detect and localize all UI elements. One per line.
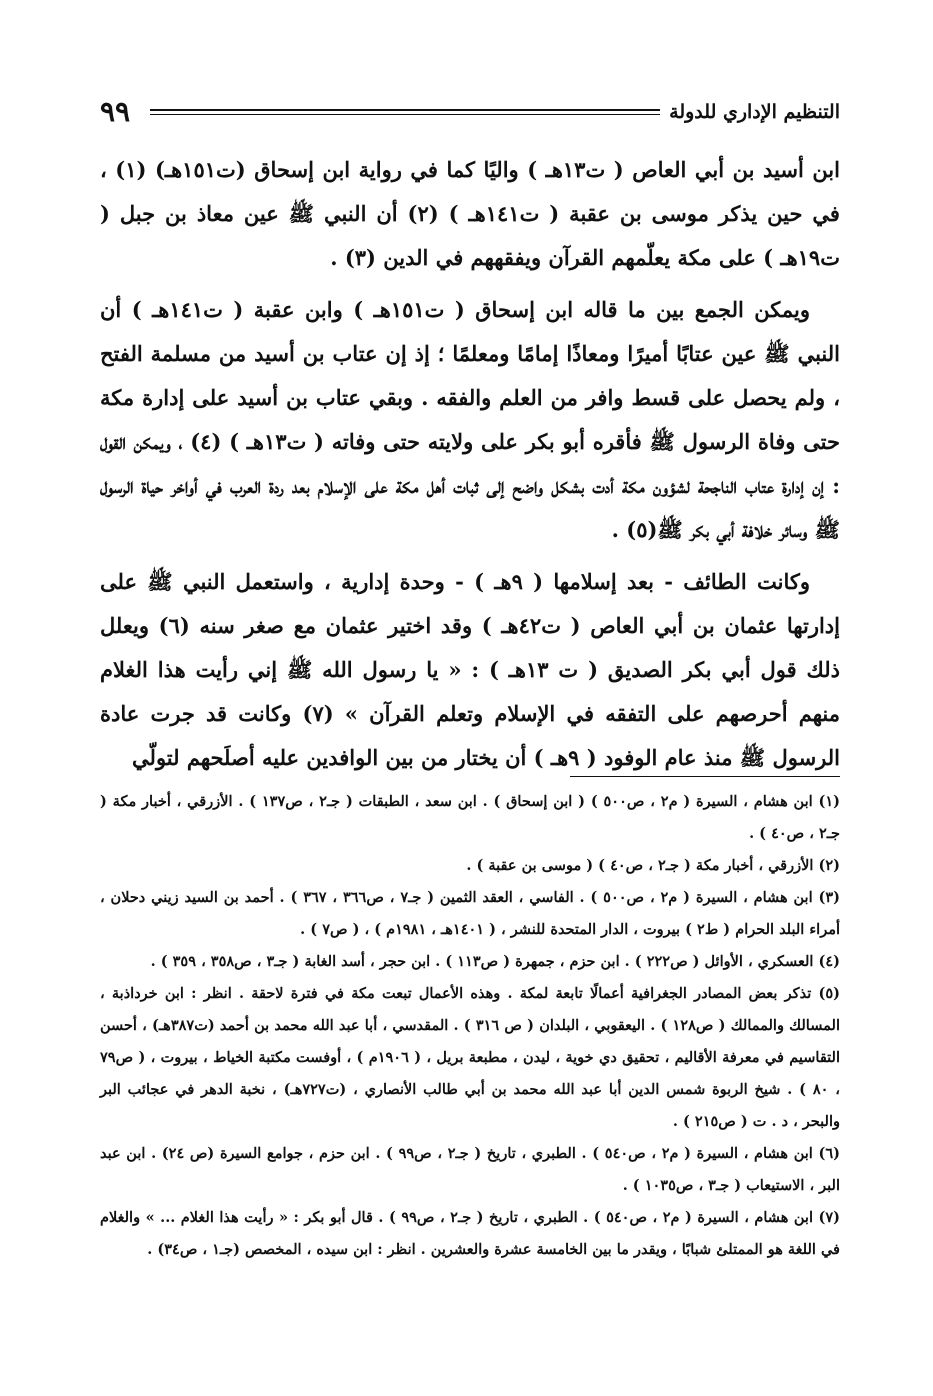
footnote: (١) ابن هشام ، السيرة ( م٢ ، ص٥٠٠ ) ( ابن إسحاق ) . ابن سعد ، الطبقات ( جـ٢ ، ص١٣٧ ) . الأزرقي ، أخبار مكة ( جـ٢ ، ص٤٠ ) . (100, 793, 841, 842)
footnote: (٢) الأزرقي ، أخبار مكة ( جـ٢ ، ص٤٠ ) ( موسى بن عقبة ) . (466, 857, 840, 874)
paragraph: ويمكن الجمع بين ما قاله ابن إسحاق ( ت١٥١هـ ) وابن عقبة ( ت١٤١هـ ) أن النبي ﷺ عين عتابًا أميرًا ومعاذًا إمامًا ومعلمًا ؛ إذ إن عتاب بن أسيد من مسلمة الفتح ، ولم يحصل على قسط وافر من العلم والفقه . وبقي عتاب بن أسيد على إدارة مكة حتى وفاة الرسول ﷺ فأقره أبو بكر على ولايته حتى وفاته ( ت١٣هـ ) (٤) ، ويمكن القول : إن إدارة عتاب الناجحة لشؤون مكة أدت بشكل واضح إلى ثبات أهل مكة على الإسلام بعد ردة العرب في أواخر حياة الرسول ﷺ وسائر خلافة أبي بكر ﷺ(٥) . (100, 297, 840, 542)
paragraph: ابن أسيد بن أبي العاص ( ت١٣هـ ) واليًا كما في رواية ابن إسحاق (ت١٥١هـ) (١) ، في حين يذكر موسى بن عقبة ( ت١٤١هـ ) (٢) أن النبي ﷺ عين معاذ بن جبل ( ت١٩هـ ) على مكة يعلّمهم القرآن ويفقههم في الدين (٣) . (100, 157, 840, 270)
footnote: (٧) ابن هشام ، السيرة ( م٢ ، ص٥٤٠ ) . الطبري ، تاريخ ( جـ٢ ، ص٩٩ ) . قال أبو بكر : « رأيت هذا الغلام ... » والغلام في اللغة هو الممتلئ شبابًا ، ويقدر ما بين الخامسة عشرة والعشرين . انظر : ابن سيده ، المخصص (جـ١ ، ص٣٤) . (100, 1209, 841, 1258)
page-header (100, 92, 840, 132)
header-rule (150, 109, 660, 111)
header-rule-thin (150, 114, 660, 115)
footnotes (100, 786, 840, 1266)
footnote: (٣) ابن هشام ، السيرة ( م٢ ، ص٥٠٠ ) . الفاسي ، العقد الثمين ( جـ٧ ، ص٣٦٦ ، ٣٦٧ ) . أحمد بن السيد زيني دحلان ، أمراء البلد الحرام ( ط٢ ) بيروت ، الدار المتحدة للنشر ، ( ١٤٠١هـ ، ١٩٨١م ) ، ( ص٧ ) . (100, 889, 840, 938)
paragraph: وكانت الطائف - بعد إسلامها ( ٩هـ ) - وحدة إدارية ، واستعمل النبي ﷺ على إدارتها عثمان بن أبي العاص ( ت٤٢هـ ) وقد اختير عثمان مع صغر سنه (٦) ويعلل ذلك قول أبي بكر الصديق ( ت ١٣هـ ) : « يا رسول الله ﷺ إني رأيت هذا الغلام منهم أحرصهم على التفقه في الإسلام وتعلم القرآن » (٧) وكانت قد جرت عادة الرسول ﷺ منذ عام الوفود ( ٩هـ ) أن يختار من بين الوافدين عليه أصلَحهم لتولّي (100, 569, 841, 770)
page-number: ٩٩ (100, 95, 131, 128)
footnote: (٦) ابن هشام ، السيرة ( م٢ ، ص٥٤٠ ) . الطبري ، تاريخ ( جـ٢ ، ص٩٩ ) . ابن حزم ، جوامع السيرة (ص ٢٤) . ابن عبد البر ، الاستيعاب ( جـ٣ ، ص١٠٣٥ ) . (100, 1145, 840, 1194)
running-title: التنظيم الإداري للدولة (669, 101, 840, 123)
footnote: (٥) تذكر بعض المصادر الجغرافية أعمالًا تابعة لمكة . وهذه الأعمال تبعت مكة في فترة لاحقة . انظر : ابن خرداذبة ، المسالك والممالك ( ص١٢٨ ) . اليعقوبي ، البلدان ( ص ٣١٦ ) . المقدسي ، أبا عبد الله محمد بن أحمد (ت٣٨٧هـ) ، أحسن التقاسيم في معرفة الأقاليم ، تحقيق دي خوية ، ليدن ، مطبعة بريل ، ( ١٩٠٦م ) ، أوفست مكتبة الخياط ، بيروت ، ( ص٧٩ ، ٨٠ ) . شيخ الربوة شمس الدين أبا عبد الله محمد بن أبي طالب الأنصاري ، (ت٧٢٧هـ) ، نخبة الدهر في عجائب البر والبحر ، د . ت ( ص٢١٥ ) . (100, 985, 840, 1130)
main-text (100, 148, 840, 788)
footnote: (٤) العسكري ، الأوائل ( ص٢٢٢ ) . ابن حزم ، جمهرة ( ص١١٣ ) . ابن حجر ، أسد الغابة ( جـ٣ ، ص٣٥٨ ، ٣٥٩ ) . (150, 953, 840, 970)
footnote-separator (570, 776, 840, 777)
